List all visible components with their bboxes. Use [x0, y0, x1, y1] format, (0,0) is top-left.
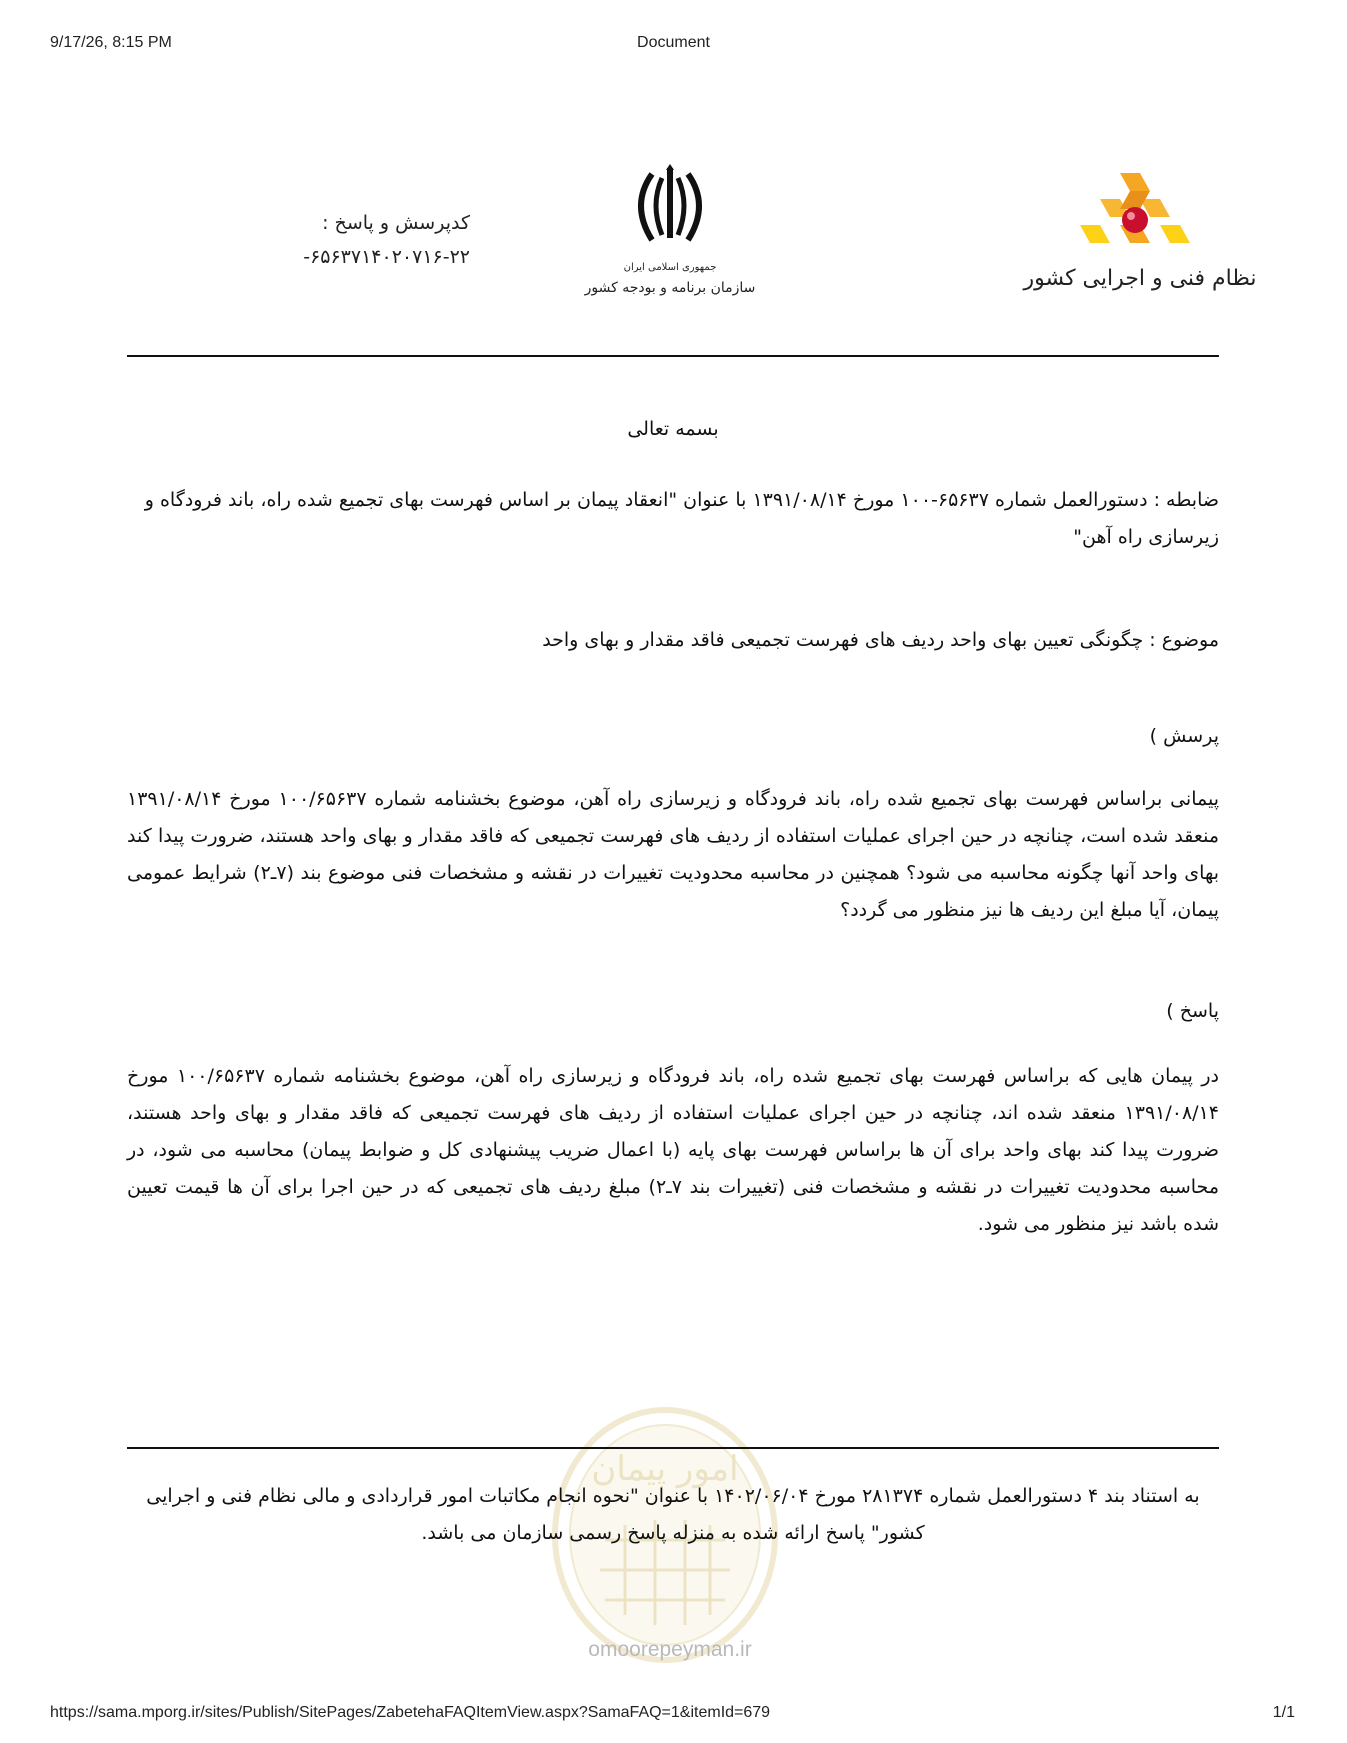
footer-note: به استناد بند ۴ دستورالعمل شماره ۲۸۱۳۷۴ مورخ ۱۴۰۲/۰۶/۰۴ با عنوان "نحوه انجام مکاتبات امور قراردادی و مالی نظام فنی و اجرایی کشور" پاسخ ارائه شده به منزله پاسخ رسمی سازمان می باشد. [146, 1485, 1200, 1544]
header-divider [127, 355, 1219, 357]
watermark-site: omoorepeyman.ir [588, 1638, 752, 1661]
qa-code-value: ۶۵۶۳۷۱۴۰۲۰۷۱۶-۲۲- [303, 246, 470, 268]
emblem-line1: جمهوری اسلامی ایران [623, 262, 717, 273]
logo-org-name: نظام فنی و اجرایی کشور [1023, 266, 1257, 291]
qa-code-label: کدپرسش و پاسخ : [322, 212, 470, 234]
question-body: پیمانی براساس فهرست بهای تجمیع شده راه، باند فرودگاه و زیرسازی راه آهن، موضوع بخشنامه شماره ۱۰۰/۶۵۶۳۷ مورخ ۱۳۹۱/۰۸/۱۴ منعقد شده است، چنانچه در حین اجرای عملیات استفاده از ردیف های فهرست تجمیعی که فاقد مقدار و بهای واحد هستند، ضرورت پیدا کند بهای واحد آنها چگونه محاسبه می شود؟ همچنین در محاسبه محدودیت تغییرات در نقشه و مشخصات فنی موضوع بند (۷ـ۲) شرایط عمومی پیمان، آیا مبلغ این ردیف ها نیز منظور می گردد؟ [127, 788, 1219, 921]
print-footer [0, 1704, 1347, 1728]
technical-system-logo [1023, 165, 1257, 305]
print-datetime: 9/17/26, 8:15 PM [50, 34, 172, 51]
print-title: Document [637, 34, 710, 51]
print-page-number: 1/1 [1272, 1704, 1295, 1721]
print-header [0, 34, 1347, 58]
rule-reference: ضابطه : دستورالعمل شماره ۶۵۶۳۷-۱۰۰ مورخ ۱۳۹۱/۰۸/۱۴ با عنوان "انعقاد پیمان بر اساس فهرست بهای تجمیع شده راه، باند فرودگاه و زیرسازی راه آهن" [144, 489, 1219, 548]
print-url[interactable]: https://sama.mporg.ir/sites/Publish/SitePages/ZabetehaFAQItemView.aspx?SamaFAQ=1&itemId=679 [50, 1704, 771, 1721]
emblem-line2: سازمان برنامه و بودجه کشور [584, 280, 756, 296]
subject: موضوع : چگونگی تعیین بهای واحد ردیف های فهرست تجمیعی فاقد مقدار و بهای واحد [542, 629, 1219, 651]
national-emblem [584, 160, 756, 310]
watermark-seal-text: امور پیمان [591, 1449, 739, 1489]
bismillah: بسمه تعالی [627, 418, 719, 440]
qa-code-block [230, 206, 470, 274]
answer-body: در پیمان هایی که براساس فهرست بهای تجمیع شده راه، باند فرودگاه و زیرسازی راه آهن، موضوع بخشنامه شماره ۱۰۰/۶۵۶۳۷ مورخ ۱۳۹۱/۰۸/۱۴ منعقد شده اند، چنانچه در حین اجرای عملیات استفاده از ردیف های فهرست تجمیعی که فاقد مقدار و بهای واحد هستند، ضرورت پیدا کند بهای واحد برای آن ها براساس فهرست بهای پایه (با اعمال ضریب پیشنهادی کل و ضوابط پیمان) محاسبه می شود، در محاسبه محدودیت تغییرات در نقشه و مشخصات فنی (تغییرات بند ۷ـ۲) مبلغ ردیف های تجمیعی که در حین اجرا برای آن ها قیمت تعیین شده باشد نیز منظور می شود. [127, 1065, 1219, 1235]
footer-divider [127, 1447, 1219, 1449]
answer-heading: پاسخ ) [1166, 1000, 1219, 1022]
question-heading: پرسش ) [1149, 725, 1219, 747]
